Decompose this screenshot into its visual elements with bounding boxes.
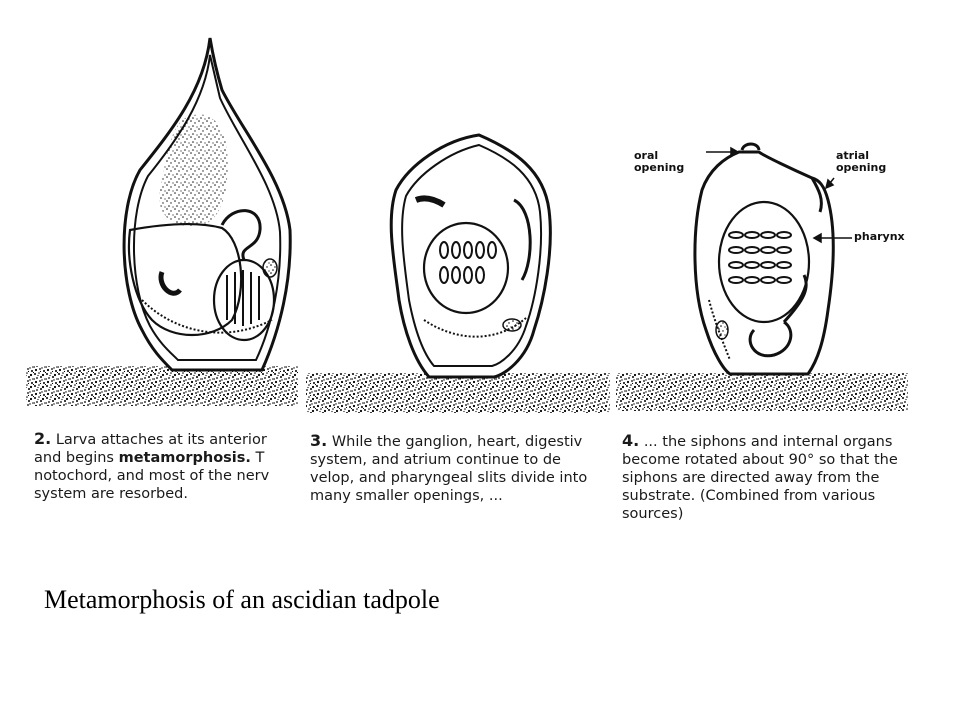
substrate — [616, 373, 908, 411]
caption-line: Larva attaches at its anterior — [55, 432, 267, 448]
caption-panel-2 — [34, 430, 298, 503]
caption-line: velop, and pharyngeal slits divide into — [310, 470, 588, 486]
substrate — [26, 366, 298, 406]
figure-title: Metamorphosis of an ascidian tadpole — [44, 585, 440, 614]
pharynx-label: pharynx — [854, 230, 905, 243]
substrate — [306, 373, 610, 413]
caption-line: and begins — [34, 450, 119, 466]
caption-line: ... the siphons and internal organs — [643, 434, 893, 450]
caption-line: substrate. (Combined from various — [622, 488, 876, 504]
caption-line: sources) — [622, 506, 684, 522]
panel-3-drawing — [304, 0, 612, 420]
caption-line: While the ganglion, heart, digestiv — [331, 434, 583, 450]
caption-line: notochord, and most of the nerv — [34, 468, 270, 484]
caption-line: system are resorbed. — [34, 486, 188, 502]
caption-line: many smaller openings, ... — [310, 488, 503, 504]
caption-line: T — [250, 450, 265, 466]
caption-line: system, and atrium continue to de — [310, 452, 561, 468]
caption-keyword: metamorphosis. — [118, 450, 251, 466]
atrial-opening-label: atrial opening — [836, 149, 887, 174]
caption-number: 3. — [310, 432, 328, 450]
caption-number: 2. — [34, 430, 52, 448]
oral-opening-label: oral opening — [634, 149, 685, 174]
panel-2-drawing — [22, 0, 330, 420]
caption-panel-4 — [622, 432, 922, 523]
caption-line: siphons are directed away from the — [622, 470, 880, 486]
panel-4-drawing — [614, 0, 922, 420]
caption-number: 4. — [622, 432, 640, 450]
caption-line: become rotated about 90° so that the — [622, 452, 898, 468]
caption-panel-3 — [310, 432, 610, 505]
